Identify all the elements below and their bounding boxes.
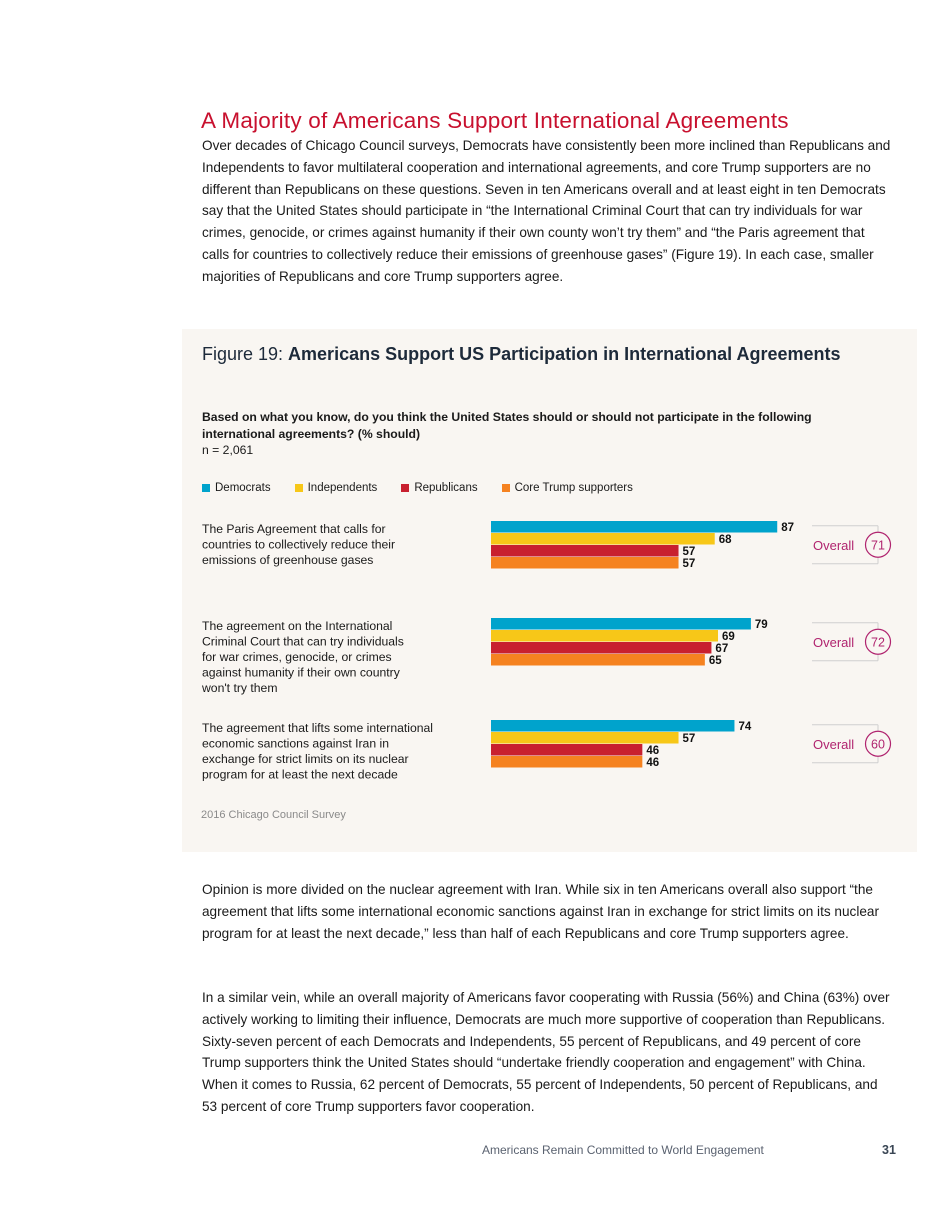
legend-label: Core Trump supporters [514,482,633,494]
bar-value-label: 57 [682,733,696,745]
bar [491,756,642,768]
bar-value-label: 79 [754,619,768,631]
bar [491,654,705,666]
category-label-line: The agreement on the International [202,619,393,633]
bar-value-label: 46 [646,745,660,757]
category-label [202,522,395,567]
bar-chart [182,329,917,852]
russia-china-paragraph: In a similar vein, while an overall majority of Americans favor cooperating with Russia (56%) and China (63%) over actively working to limiting their influence, Democrats are much more supportive of cooperation than Republicans. Sixty-seven percent of each Democrats and Independents, 55 percent of Republicans, and 49 percent of core Trump supporters think the United States should “undertake friendly cooperation and engagement” with China. When it comes to Russia, 62 percent of Democrats, 55 percent of Independents, 50 percent of Republicans, and 53 percent of core Trump supporters favor cooperation. [202,990,890,1114]
bar [491,557,679,569]
overall-value: 72 [871,635,885,650]
category-label-line: emissions of greenhouse gases [202,553,374,567]
figure-label: Figure 19: [202,344,289,364]
overall-label: Overall [813,537,855,553]
sample-size: n = 2,061 [202,443,254,457]
category-label-line: countries to collectively reduce their [202,537,396,552]
bar-value-label: 68 [718,534,732,546]
survey-question: Based on what you know, do you think the United States should or should not participate in the following international agreements? (% should) [202,410,812,441]
legend-label: Independents [307,482,378,494]
category-label-line: economic sanctions against Iran in [202,736,389,751]
overall-value: 60 [871,737,885,752]
bar [491,533,715,545]
bar-value-label: 65 [708,655,722,667]
category-label-line: program for at least the next decade [202,767,398,782]
figure-panel [182,329,917,852]
category-label-line: against humanity if their own country [202,665,400,680]
category-label-line: won't try them [202,681,278,695]
category-label-line: Criminal Court that can try individuals [202,634,404,649]
page-number: 31 [882,1143,896,1157]
chart-group [202,521,891,570]
bar [491,521,777,533]
category-label-line: The Paris Agreement that calls for [202,522,386,536]
chart-group [201,618,891,695]
section-heading: A Majority of Americans Support International Agreements [201,108,789,133]
iran-paragraph: Opinion is more divided on the nuclear agreement with Iran. While six in ten Americans overall also support “the agreement that lifts some international economic sanctions against Iran in exchange for strict limits on its nuclear program for at least the next decade,” less than half of each Republicans and core Trump supporters agree. [202,882,879,941]
category-label [202,721,433,782]
overall-label: Overall [813,736,855,752]
figure-source: 2016 Chicago Council Survey [201,809,346,821]
overall-label: Overall [813,634,855,650]
bar-value-label: 87 [781,522,795,534]
figure-title-text: Americans Support US Participation in International Agreements [288,344,841,364]
bar [491,642,711,654]
legend-label: Democrats [215,482,271,494]
overall-value: 71 [871,538,885,553]
bar [491,618,751,630]
category-label-line: The agreement that lifts some international [202,721,434,735]
bar-value-label: 46 [646,757,660,769]
intro-paragraph: Over decades of Chicago Council surveys, Democrats have consistently been more inclined than Republicans and Independents to favor multilateral cooperation and international agreements, and core Trump supporters are no different than Republicans on these questions. Seven in ten Americans overall and at least eight in ten Democrats say that the United States should participate in “the International Criminal Court that can try individuals for war crimes, genocide, or crimes against humanity if their own county won’t try them” and “the Paris agreement that calls for countries to collectively reduce their emissions of greenhouse gases” (Figure 19). In each case, smaller majorities of Republicans and core Trump supporters agree. [202,138,891,284]
bar [491,732,679,744]
category-label-line: for war crimes, genocide, or crimes [202,650,392,664]
bar-value-label: 57 [682,558,696,570]
category-label [201,619,404,695]
legend-label: Republicans [414,482,478,494]
footer-title: Americans Remain Committed to World Engagement [482,1143,764,1157]
bar-value-label: 69 [722,631,735,643]
chart-group [202,720,891,782]
bar [491,545,679,557]
bar [491,744,642,756]
bar-value-label: 67 [715,643,729,655]
bar [491,630,718,642]
bar-value-label: 57 [682,546,696,558]
bar-value-label: 74 [738,721,752,733]
bar [491,720,734,732]
category-label-line: exchange for strict limits on its nuclear [202,752,409,766]
